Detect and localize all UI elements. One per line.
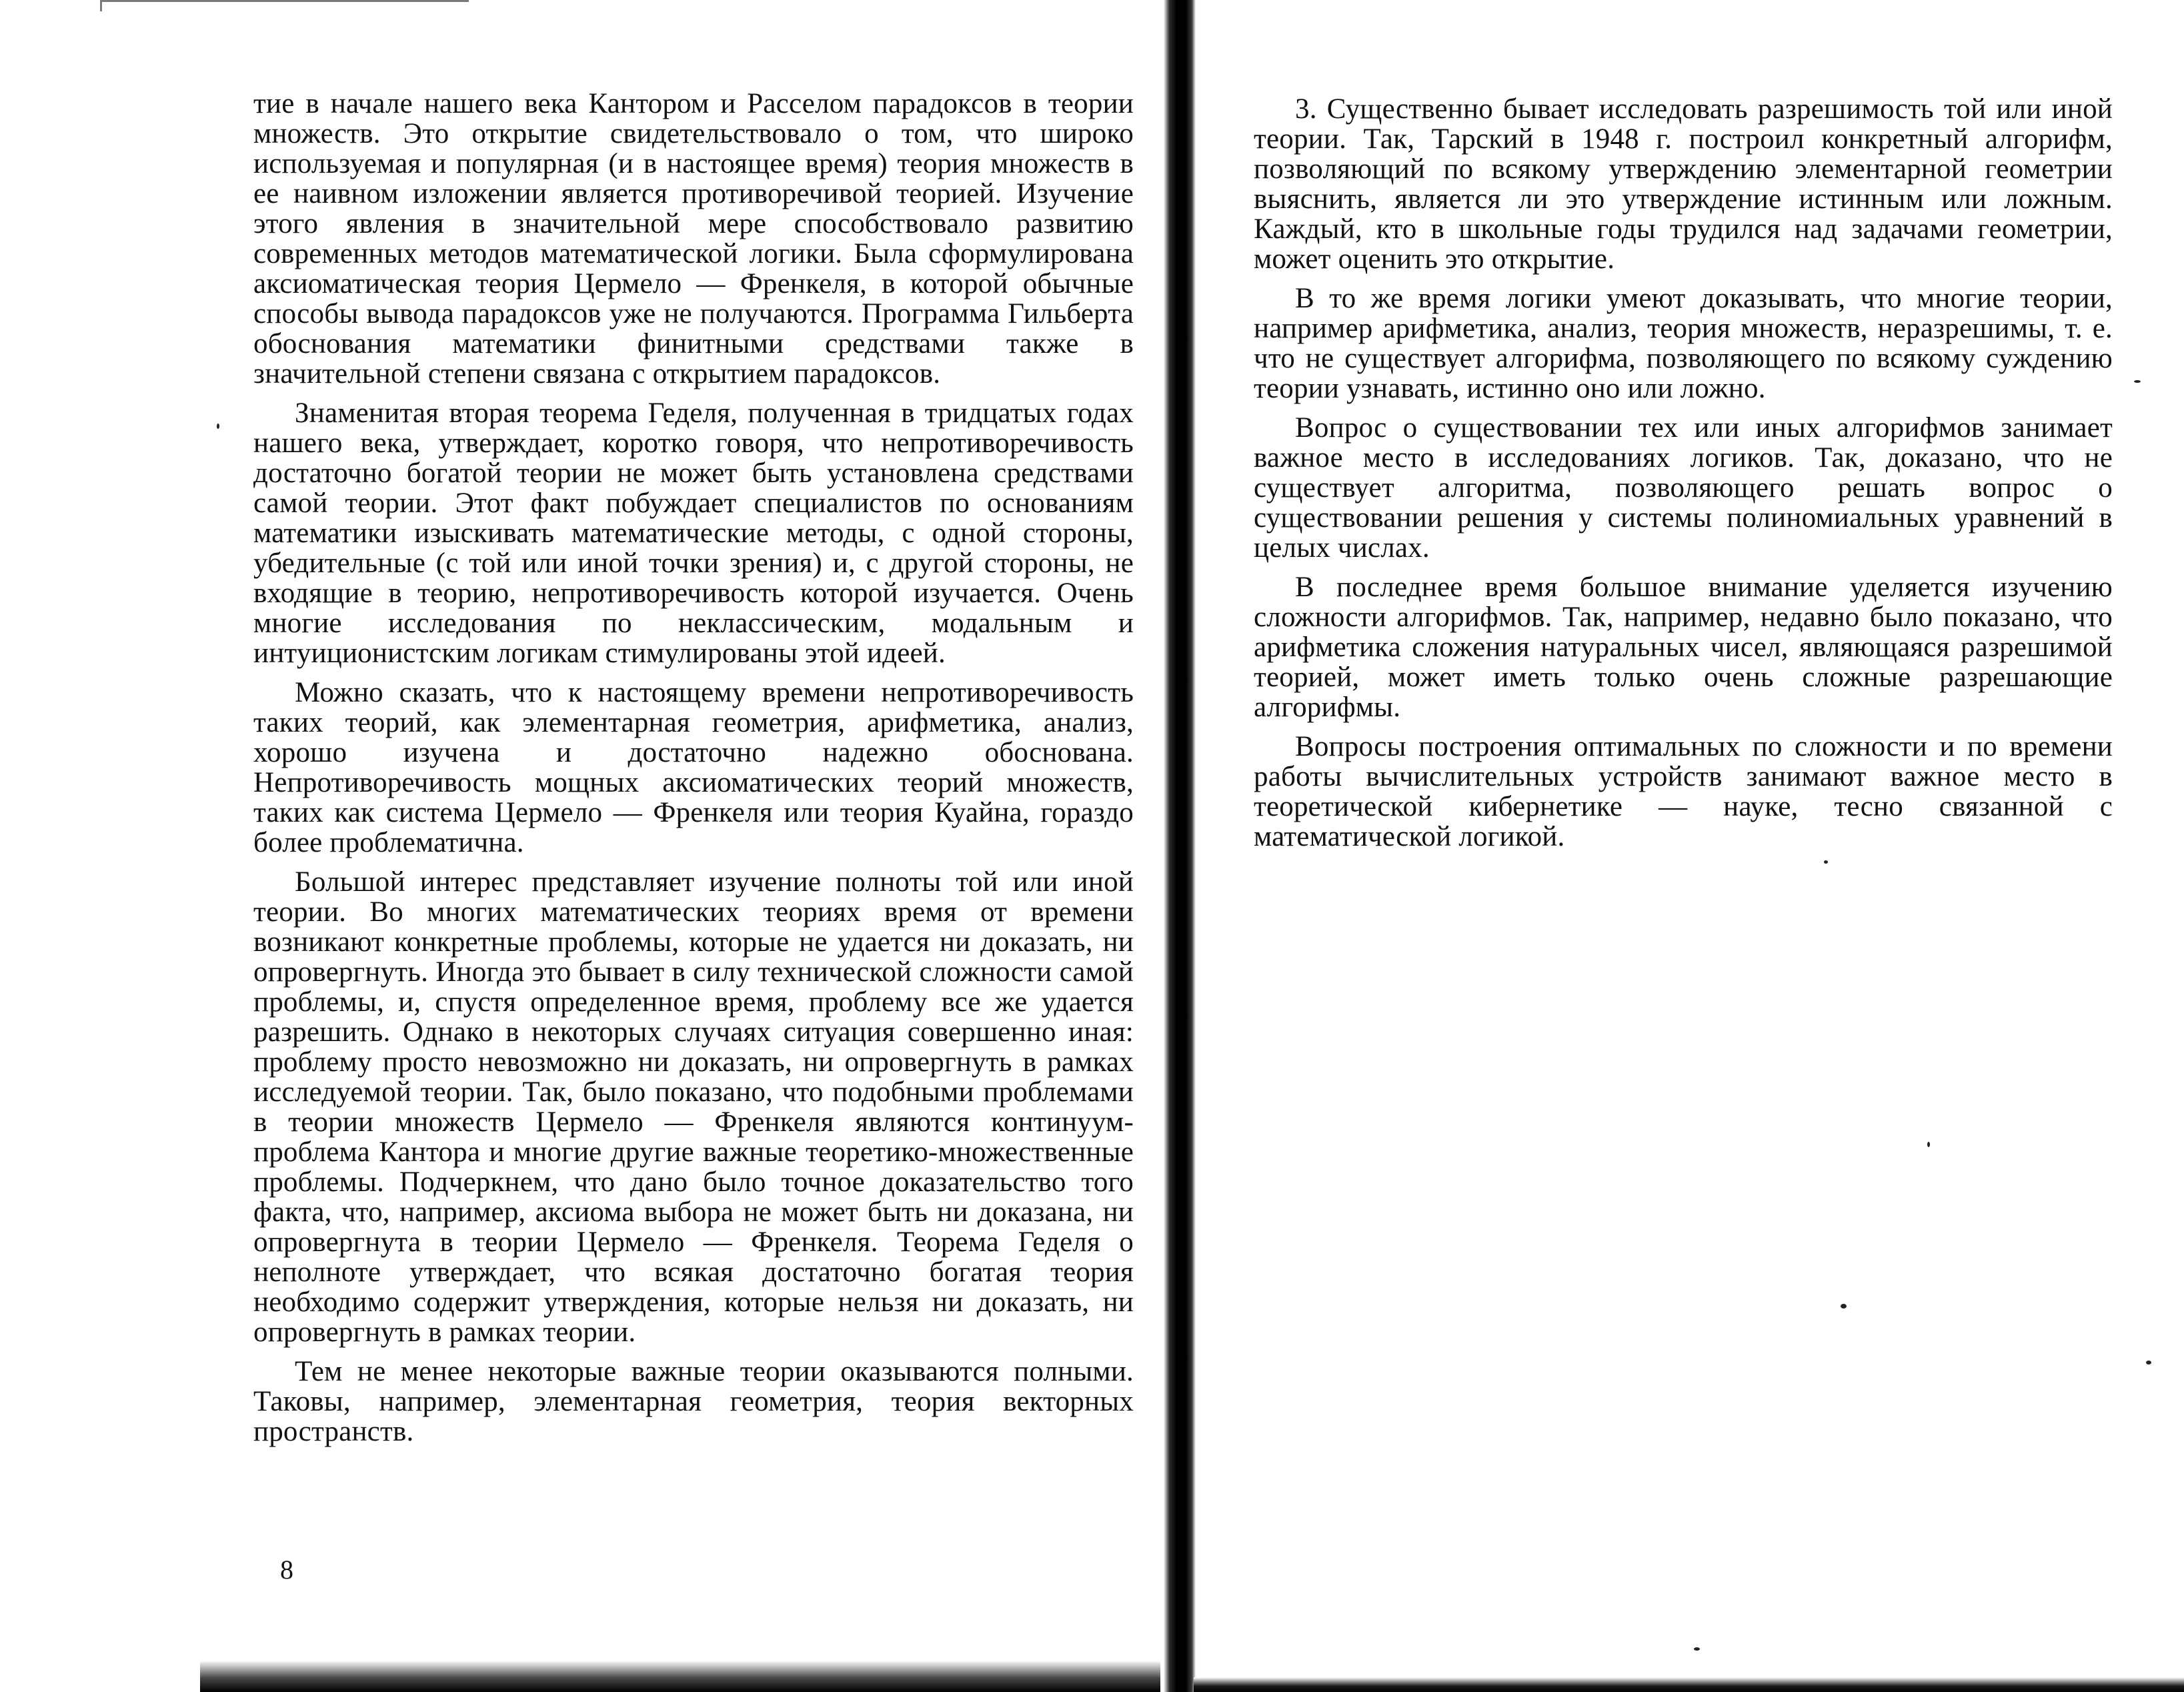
scan-speck (2134, 380, 2141, 383)
paragraph: Можно сказать, что к настоящему времени непротиворечивость таких теорий, как элементарная геометрия, арифметика, анализ, хорошо изучена и достаточно надежно обоснована. Непротиворечивость мощных аксиоматических теорий множеств, таких как система Цермело — Френкеля или теория Куайна, гораздо более проблематична. (253, 677, 1134, 858)
paragraph: В последнее время большое внимание уделяется изучению сложности алгорифмов. Так, например, недавно было показано, что арифметика сложения натуральных чисел, являющаяся разрешимой теорией, может иметь только очень сложные разрешающие алгорифмы. (1254, 572, 2113, 723)
paragraph: Большой интерес представляет изучение полноты той или иной теории. Во многих математических теориях время от времени возникают конкретные проблемы, которые не удается ни доказать, ни опровергнуть. Иногда это бывает в силу технической сложности самой проблемы, и, спустя определенное время, проблему все же удается разрешить. Однако в некоторых случаях ситуация совершенно иная: проблему просто невозможно ни доказать, ни опровергнуть в рамках исследуемой теории. Так, было показано, что подобными проблемами в теории множеств Цермело — Френкеля являются континуум-проблема Кантора и многие другие важные теоретико-множественные проблемы. Подчеркнем, что дано было точное доказательство того факта, что, например, аксиома выбора не может быть ни доказана, ни опровергнута в теории Цермело — Френкеля. Теорема Геделя о неполноте утверждает, что всякая достаточно богатая теория необходимо содержит утверждения, которые нельзя ни доказать, ни опровергнуть в рамках теории. (253, 866, 1134, 1348)
paragraph: В то же время логики умеют доказывать, что многие теории, например арифметика, анализ, теория множеств, неразрешимы, т. е. что не существует алгорифма, позволяющего по всякому суждению теории узнавать, истинно оно или ложно. (1254, 283, 2113, 404)
scan-shadow-bottom-right (1194, 1677, 2184, 1692)
paragraph: 3. Существенно бывает исследовать разрешимость той или иной теории. Так, Тарский в 1948 г. построил конкретный алгорифм, позволяющий по всякому утверждению элементарной геометрии выяснить, является ли это утверждение истинным или ложным. Каждый, кто в школьные годы трудился над задачами геометрии, может оценить это открытие. (1254, 93, 2113, 275)
scan-speck (1694, 1647, 1700, 1651)
paragraph: Знаменитая вторая теорема Геделя, полученная в тридцатых годах нашего века, утверждает, коротко говоря, что непротиворечивость достаточно богатой теории не может быть установлена средствами самой теории. Этот факт побуждает специалистов по основаниям математики изыскивать математические методы, с одной стороны, убедительные (с той или иной точки зрения) и, с другой стороны, не входящие в теорию, непротиворечивость которой изучается. Очень многие исследования по неклассическим, модальным и интуиционистским логикам стимулированы этой идеей. (253, 397, 1134, 669)
page-number: 8 (280, 1555, 293, 1585)
paragraph: Вопрос о существовании тех или иных алгорифмов занимает важное место в исследованиях логиков. Так, доказано, что не существует алгоритма, позволяющего решать вопрос о существовании решения у системы полиномиальных уравнений в целых числах. (1254, 412, 2113, 564)
paragraph: тие в начале нашего века Кантором и Расселом парадоксов в теории множеств. Это открытие свидетельствовало о том, что широко используемая и популярная (и в настоящее время) теория множеств в ее наивном изложении является противоречивой теорией. Изучение этого явления в значительной мере способствовало развитию современных методов математической логики. Была сформулирована аксиоматическая теория Цермело — Френкеля, в которой обычные способы вывода парадоксов уже не получаются. Программа Гильберта обоснования математики финитными средствами также в значительной степени связана с открытием парадоксов. (253, 88, 1134, 389)
right-page (1194, 0, 2184, 1692)
paragraph: Тем не менее некоторые важные теории оказываются полными. Таковы, например, элементарная геометрия, теория векторных пространств. (253, 1356, 1134, 1447)
left-page-text (253, 89, 1134, 1456)
scan-speck (1927, 1142, 1930, 1147)
book-gutter (1164, 0, 1196, 1692)
scan-shadow-bottom-left (200, 1661, 1160, 1692)
scan-speck (1841, 1304, 1847, 1309)
right-page-text (1254, 94, 2113, 861)
paragraph: Вопросы построения оптимальных по сложности и по времени работы вычислительных устройств занимают важное место в теоретической кибернетике — науке, тесно связанной с математической логикой. (1254, 731, 2113, 852)
scan-speck (1824, 860, 1828, 864)
scan-speck (217, 424, 219, 429)
scan-speck (2146, 1361, 2151, 1365)
